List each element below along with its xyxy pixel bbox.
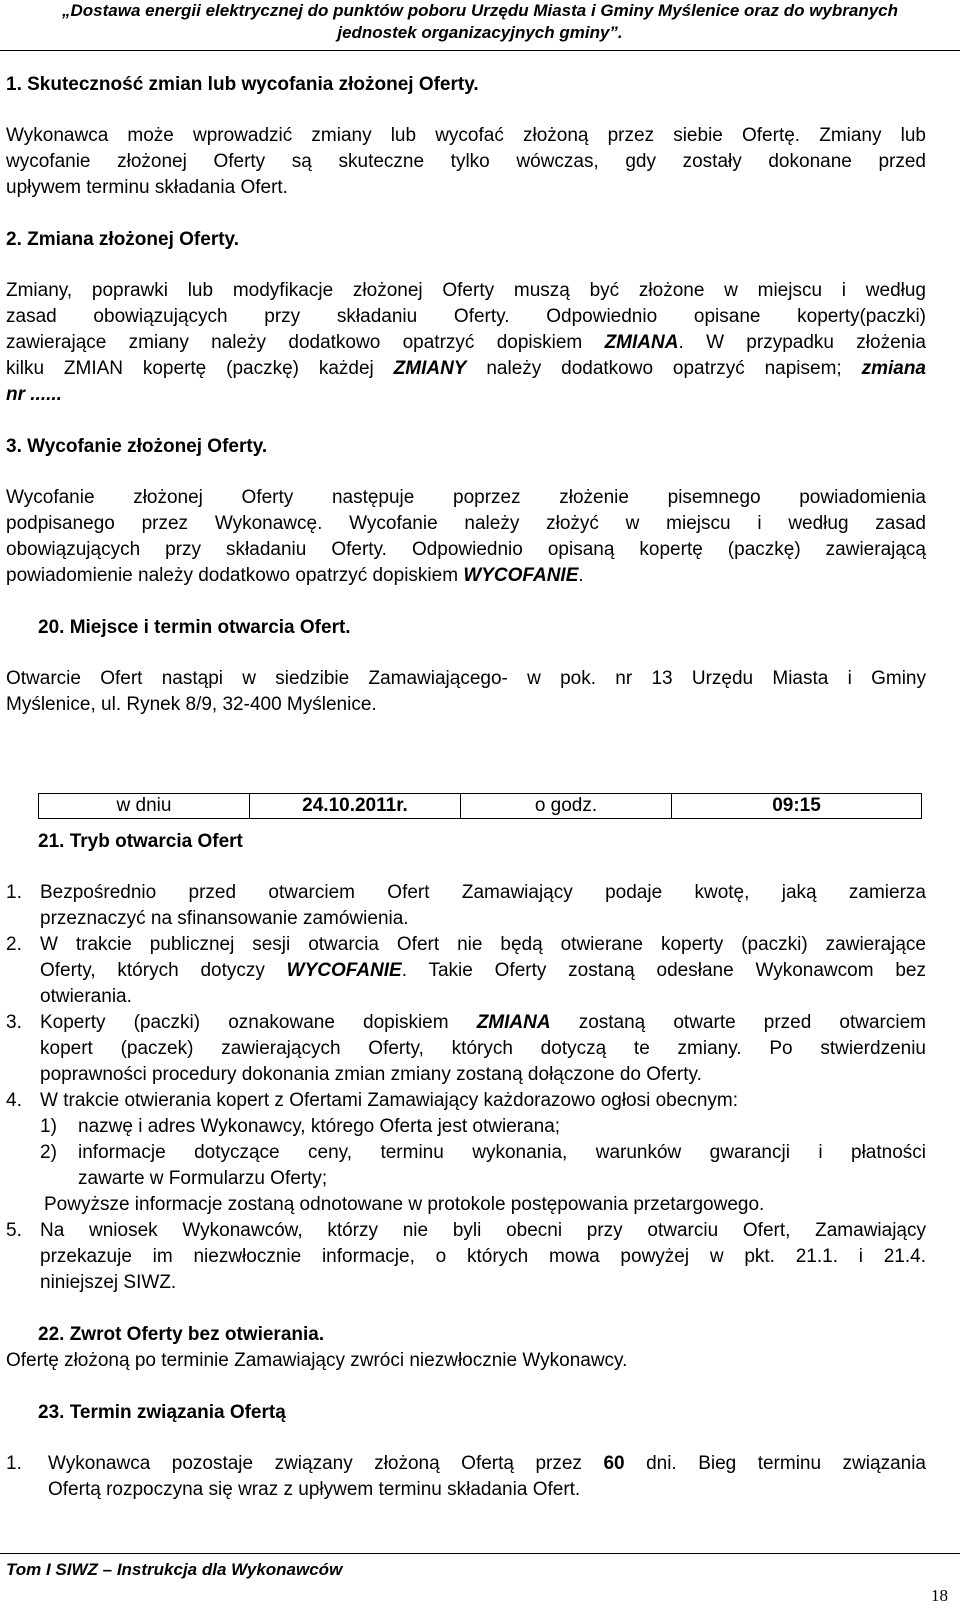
table-cell-date-label: w dniu (39, 794, 250, 818)
section-1-line-2: wycofanie złożonej Oferty są skuteczne tylko wówczas, gdy zostały dokonane przed (6, 151, 926, 172)
sublist-number: 1) (40, 1116, 57, 1137)
section-2-line-4: kilku ZMIAN kopertę (paczkę) każdej ZMIANY należy dodatkowo opatrzyć napisem; zmiana (6, 358, 926, 379)
section-1-title: 1. Skuteczność zmian lub wycofania złożonej Oferty. (6, 74, 479, 95)
section-22-line-1: Ofertę złożoną po terminie Zamawiający zwróci niezwłocznie Wykonawcy. (6, 1350, 628, 1371)
list-number: 1. (6, 1453, 22, 1474)
section-21-item-2-line-3: otwierania. (40, 986, 132, 1007)
section-21-item-4-sub-2-line-1: informacje dotyczące ceny, terminu wykonania, warunków gwarancji i płatności (78, 1142, 926, 1163)
section-21-item-4-line-2: Powyższe informacje zostaną odnotowane w protokole postępowania przetargowego. (44, 1194, 765, 1215)
section-20-line-1: Otwarcie Ofert nastąpi w siedzibie Zamawiającego- w pok. nr 13 Urzędu Miasta i Gminy (6, 668, 926, 689)
section-21-title: 21. Tryb otwarcia Ofert (38, 831, 243, 852)
section-3-title: 3. Wycofanie złożonej Oferty. (6, 436, 268, 457)
table-cell-time-value: 09:15 (772, 795, 821, 816)
list-number: 5. (6, 1220, 22, 1241)
section-21-item-3-line-1: Koperty (paczki) oznakowane dopiskiem ZMIANA zostaną otwarte przed otwarciem (40, 1012, 926, 1033)
section-23-title: 23. Termin związania Ofertą (38, 1402, 286, 1423)
section-1-line-1: Wykonawca może wprowadzić zmiany lub wycofać złożoną przez siebie Ofertę. Zmiany lub (6, 125, 926, 146)
section-21-item-3-line-2: kopert (paczek) zawierających Oferty, których dotyczą te zmiany. Po stwierdzeniu (40, 1038, 926, 1059)
section-21-item-1-line-2: przeznaczyć na sfinansowanie zamówienia. (40, 908, 409, 929)
section-2-line-2: zasad obowiązujących przy składaniu Oferty. Odpowiednio opisane koperty(paczki) (6, 306, 926, 327)
section-21-item-5-line-2: przekazuje im niezwłocznie informacje, o których mowa powyżej w pkt. 21.1. i 21.4. (40, 1246, 926, 1267)
sublist-number: 2) (40, 1142, 57, 1163)
section-3-line-1: Wycofanie złożonej Oferty następuje poprzez złożenie pisemnego powiadomienia (6, 487, 926, 508)
section-21-item-4-sub-2-line-2: zawarte w Formularzu Oferty; (78, 1168, 328, 1189)
section-3-line-3: obowiązujących przy składaniu Oferty. Odpowiednio opisaną kopertę (paczkę) zawierającą (6, 539, 926, 560)
section-20-line-2: Myślenice, ul. Rynek 8/9, 32-400 Myślenice. (6, 694, 377, 715)
footer-text: Tom I SIWZ – Instrukcja dla Wykonawców (6, 1560, 343, 1579)
section-21-item-4-line-1: W trakcie otwierania kopert z Ofertami Zamawiający każdorazowo ogłosi obecnym: (40, 1090, 738, 1111)
section-20-title: 20. Miejsce i termin otwarcia Ofert. (38, 617, 351, 638)
section-22-title: 22. Zwrot Oferty bez otwierania. (38, 1324, 325, 1345)
section-21-item-5-line-3: niniejszej SIWZ. (40, 1272, 177, 1293)
section-21-item-3-line-3: poprawności procedury dokonania zmian zmiany zostaną dołączone do Oferty. (40, 1064, 702, 1085)
section-2-line-1: Zmiany, poprawki lub modyfikacje złożonej Oferty muszą być złożone w miejscu i według (6, 280, 926, 301)
section-2-line-5: nr ...... (6, 384, 62, 405)
list-number: 4. (6, 1090, 22, 1111)
section-21-item-4-sub-1: nazwę i adres Wykonawcy, którego Oferta jest otwierana; (78, 1116, 561, 1137)
footer-divider (0, 1553, 960, 1554)
list-number: 1. (6, 882, 22, 903)
header-line-2: jednostek organizacyjnych gminy”. (337, 23, 623, 42)
header-line-1: „Dostawa energii elektrycznej do punktów poboru Urzędu Miasta i Gminy Myślenice oraz do wybranych (61, 1, 898, 20)
list-number: 2. (6, 934, 22, 955)
section-23-item-1-line-2: Ofertą rozpoczyna się wraz z upływem terminu składania Ofert. (48, 1479, 581, 1500)
section-21-item-2-line-1: W trakcie publicznej sesji otwarcia Ofert nie będą otwierane koperty (paczki) zawierające (40, 934, 926, 955)
document-header (0, 0, 960, 51)
section-21-item-1-line-1: Bezpośrednio przed otwarciem Ofert Zamawiający podaje kwotę, jaką zamierza (40, 882, 926, 903)
table-cell-time-label: o godz. (461, 794, 672, 818)
opening-date-table (38, 793, 922, 819)
section-21-item-5-line-1: Na wniosek Wykonawców, którzy nie byli obecni przy otwarciu Ofert, Zamawiający (40, 1220, 926, 1241)
table-cell-date-value: 24.10.2011r. (250, 794, 461, 818)
section-2-title: 2. Zmiana złożonej Oferty. (6, 229, 239, 250)
list-number: 3. (6, 1012, 22, 1033)
section-3-line-2: podpisanego przez Wykonawcę. Wycofanie należy złożyć w miejscu i według zasad (6, 513, 926, 534)
section-2-line-3: zawierające zmiany należy dodatkowo opatrzyć dopiskiem ZMIANA. W przypadku złożenia (6, 332, 926, 353)
section-23-item-1-line-1: Wykonawca pozostaje związany złożoną Ofertą przez 60 dni. Bieg terminu związania (48, 1453, 926, 1474)
section-21-item-2-line-2: Oferty, których dotyczy WYCOFANIE. Takie Oferty zostaną odesłane Wykonawcom bez (40, 960, 926, 981)
section-3-line-4: powiadomienie należy dodatkowo opatrzyć dopiskiem WYCOFANIE. (6, 565, 584, 586)
page-number: 18 (931, 1586, 948, 1605)
section-1-line-3: upływem terminu składania Ofert. (6, 177, 288, 198)
